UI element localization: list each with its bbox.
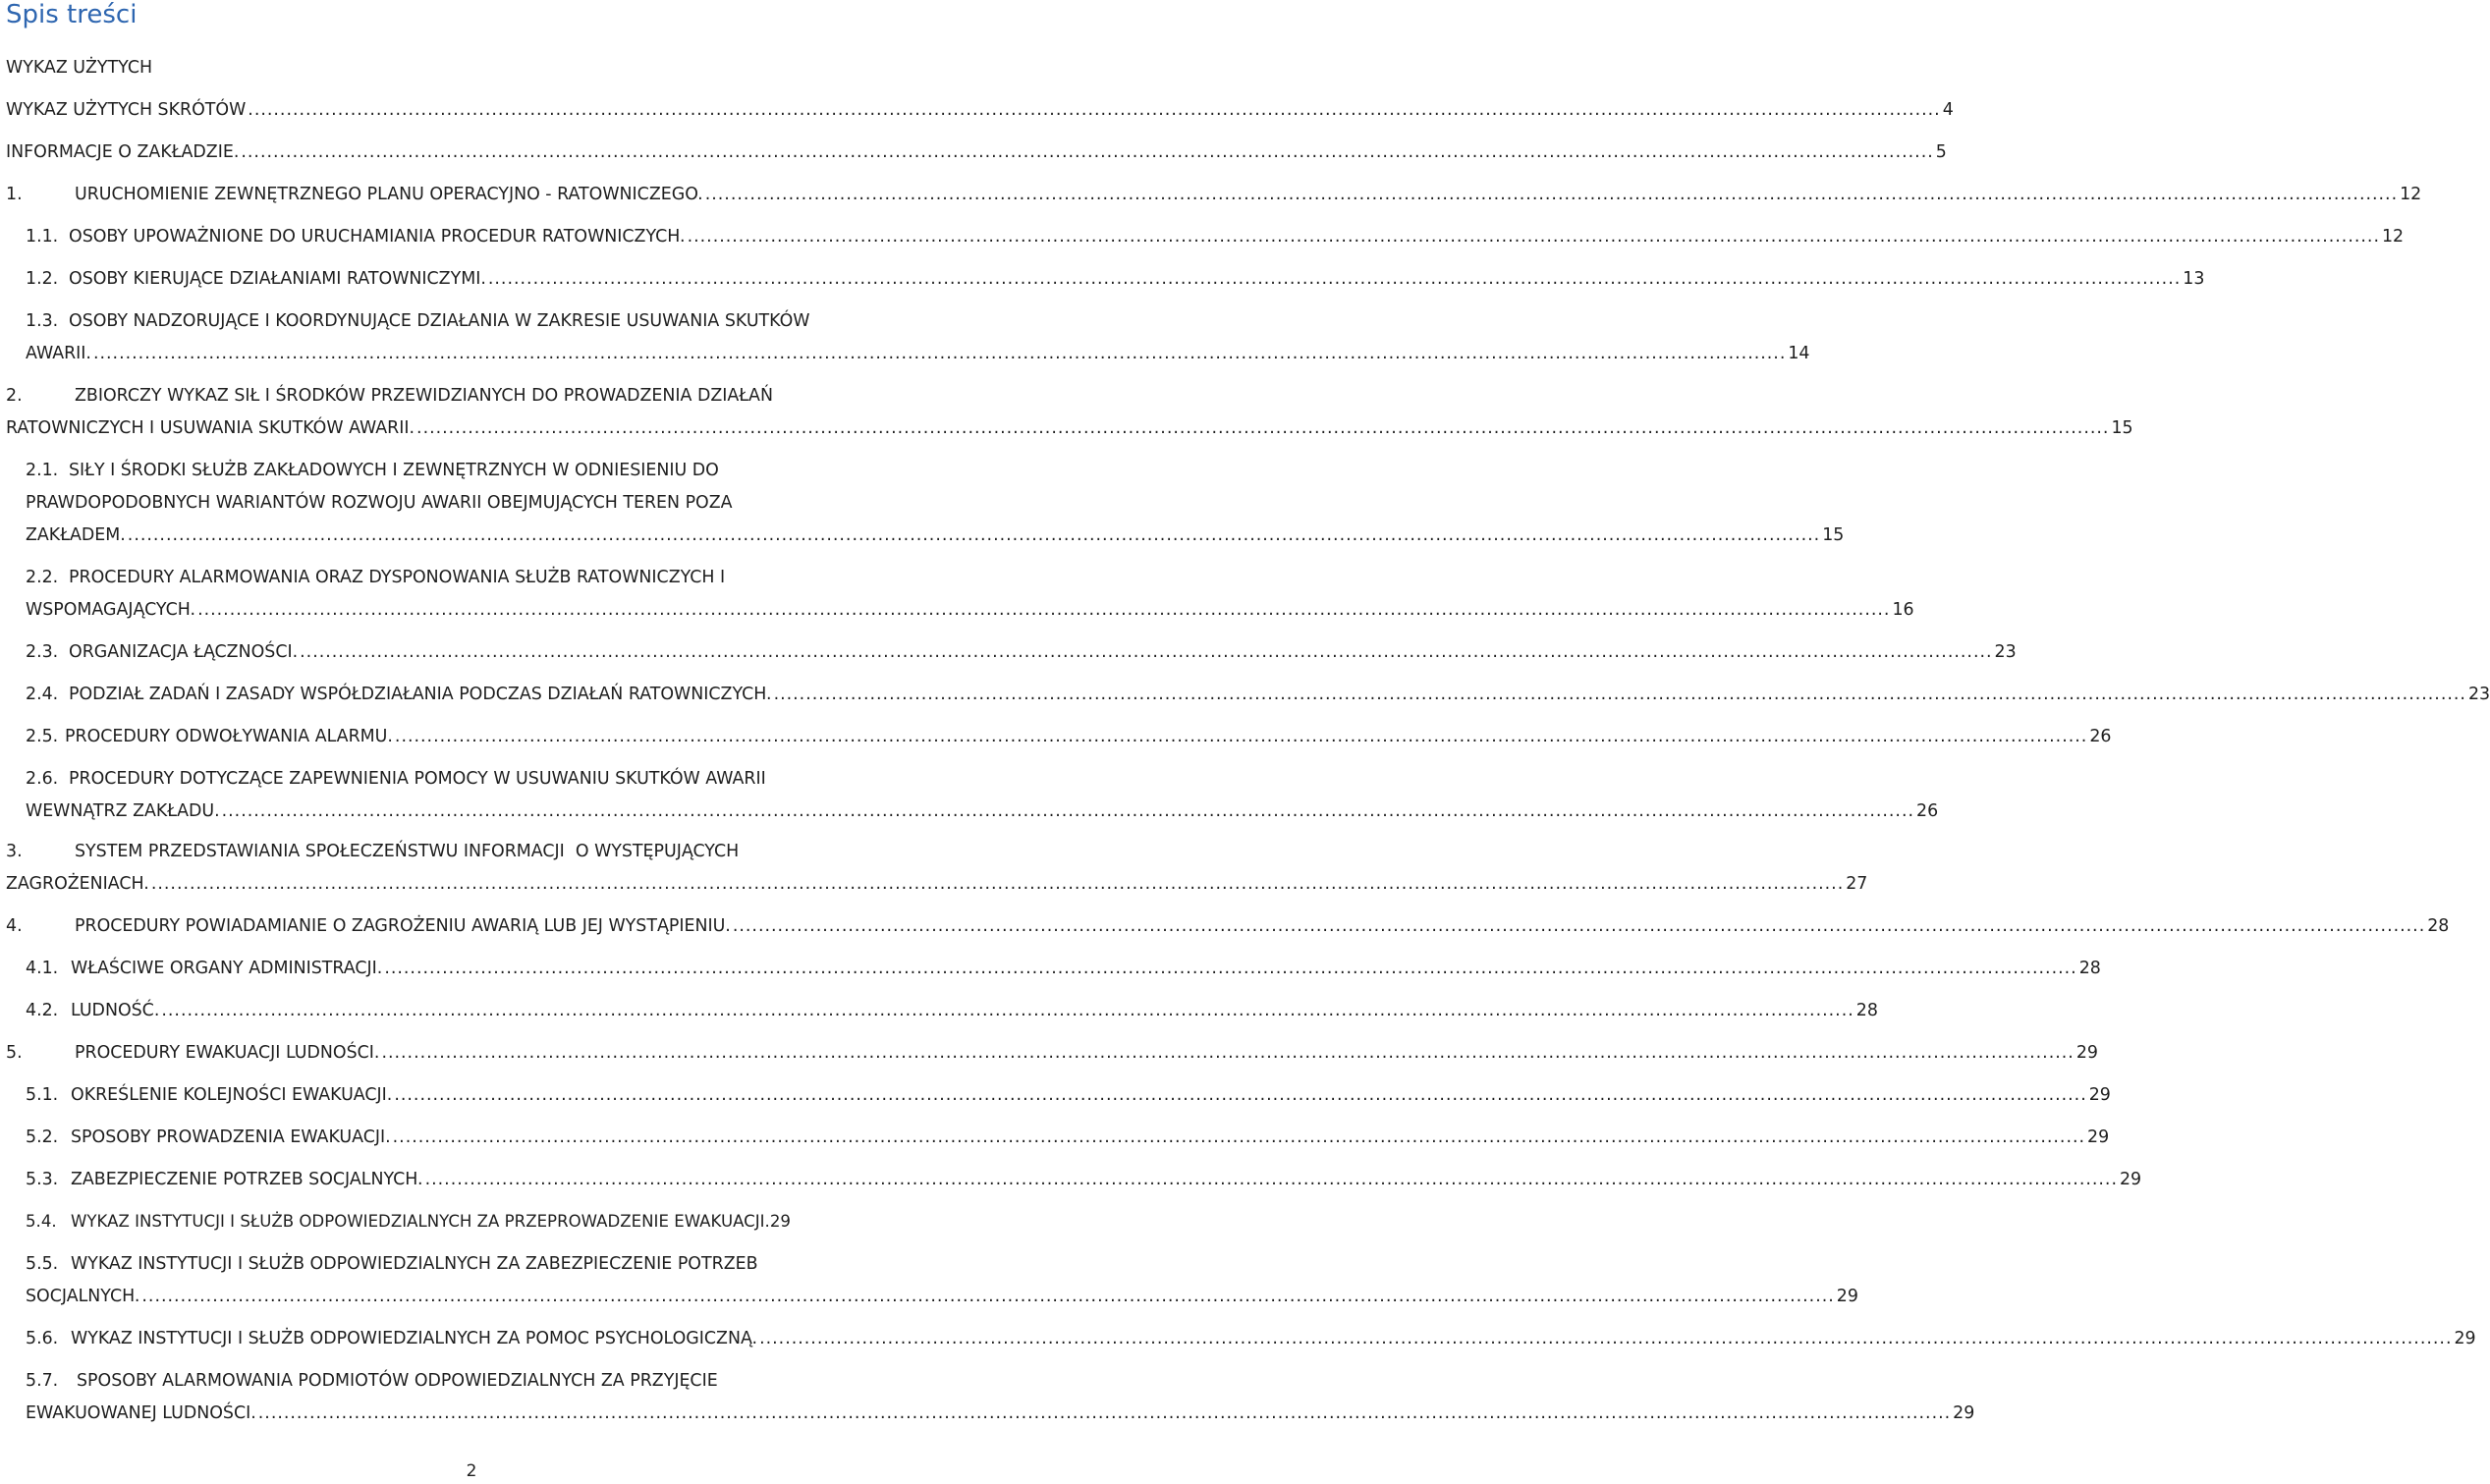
toc-entry[interactable] — [26, 266, 2205, 290]
toc-entry-number: 5.5. — [26, 1254, 59, 1274]
toc-entry-page: 29 — [2087, 1127, 2110, 1147]
toc-entry[interactable] — [26, 565, 939, 588]
page-number: 2 — [466, 1461, 477, 1481]
toc-entry-number: 2. — [6, 386, 23, 406]
leader-dots — [705, 184, 2398, 205]
toc-entry-page: 14 — [1788, 344, 1810, 363]
toc-entry-number: 2.4. — [26, 685, 59, 704]
leader-dots — [128, 524, 1820, 546]
toc-entry-text: ZAKŁADEM. — [26, 525, 126, 545]
toc-entry[interactable] — [26, 224, 2405, 247]
leader-dots — [258, 1402, 1951, 1424]
toc-entry[interactable] — [26, 458, 939, 481]
toc-entry-continuation[interactable] — [6, 415, 2133, 439]
leader-dots — [197, 599, 1890, 621]
toc-entry-text: SIŁY I ŚRODKI SŁUŻB ZAKŁADOWYCH I ZEWNĘTRZNYCH W ODNIESIENIU DO — [69, 461, 719, 480]
toc-entry-text: URUCHOMIENIE ZEWNĘTRZNEGO PLANU OPERACYJNO - RATOWNICZEGO. — [75, 185, 703, 204]
toc-entry-continuation[interactable] — [26, 522, 1845, 546]
toc-entry-text: INFORMACJE O ZAKŁADZIE. — [6, 142, 240, 162]
toc-entry-number: 1.2. — [26, 269, 59, 289]
toc-entry-number: 3. — [6, 842, 23, 861]
toc-entry-page: 27 — [1846, 874, 1868, 894]
toc-entry-text: OSOBY KIERUJĄCE DZIAŁANIAMI RATOWNICZYMI. — [69, 269, 486, 289]
toc-entry-number: 4. — [6, 916, 23, 936]
leader-dots — [733, 915, 2425, 937]
toc-entry-page: 29 — [2454, 1329, 2476, 1348]
toc-entry-page: 28 — [2078, 959, 2101, 978]
toc-entry[interactable] — [6, 55, 939, 79]
toc-entry-continuation[interactable] — [26, 597, 1914, 621]
toc-entry-number: 2.2. — [26, 568, 59, 587]
toc-entry-text: WYKAZ INSTYTUCJI I SŁUŻB ODPOWIEDZIALNYCH ZA PRZEPROWADZENIE EWAKUACJI. — [71, 1212, 770, 1231]
toc-entry-text: WYKAZ UŻYTYCH SKRÓTÓW — [6, 100, 247, 120]
toc-entry[interactable] — [26, 1368, 939, 1392]
toc-entry-text: PROCEDURY EWAKUACJI LUDNOŚCI. — [75, 1043, 380, 1063]
page-title: Spis treści — [6, 0, 138, 29]
toc-entry-page: 15 — [2111, 418, 2133, 438]
toc-entry[interactable] — [26, 1125, 2110, 1148]
toc-entry-text: PROCEDURY ALARMOWANIA ORAZ DYSPONOWANIA SŁUŻB RATOWNICZYCH I — [69, 568, 726, 587]
toc-entry-continuation[interactable] — [26, 1401, 1975, 1424]
leader-dots — [141, 1286, 1834, 1307]
toc-entry-text: PROCEDURY DOTYCZĄCE ZAPEWNIENIA POMOCY W USUWANIU SKUTKÓW AWARII — [69, 769, 766, 789]
toc-entry-text: SPOSOBY PROWADZENIA EWAKUACJI. — [71, 1127, 391, 1147]
toc-entry-text: ZAGROŻENIACH. — [6, 874, 149, 894]
toc-entry-page: 28 — [1855, 1001, 1878, 1020]
toc-entry-number: 2.5. — [26, 727, 59, 746]
toc-entry[interactable] — [6, 383, 939, 407]
toc-entry-page: 29 — [1953, 1403, 1975, 1423]
toc-entry-number: 1.1. — [26, 227, 59, 247]
toc-entry-text: LUDNOŚĆ. — [71, 1001, 160, 1020]
toc-entry-page: 29 — [2088, 1085, 2111, 1105]
toc-entry-page: 29 — [2075, 1043, 2098, 1063]
leader-dots — [774, 684, 2466, 705]
toc-entry-text: ZABEZPIECZENIE POTRZEB SOCJALNYCH. — [71, 1170, 423, 1189]
toc-entry-text: OKREŚLENIE KOLEJNOŚCI EWAKUACJI. — [71, 1085, 393, 1105]
toc-entry-text: PROCEDURY POWIADAMIANIE O ZAGROŻENIU AWARIĄ LUB JEJ WYSTĄPIENIU. — [75, 916, 731, 936]
leader-dots — [759, 1328, 2452, 1349]
toc-entry[interactable] — [26, 682, 2490, 705]
toc-entry[interactable] — [26, 308, 939, 332]
toc-entry[interactable] — [26, 1167, 2142, 1190]
toc-entry-continuation[interactable] — [6, 871, 1868, 895]
toc-entry-number: 5.3. — [26, 1170, 59, 1189]
toc-entry-page: 26 — [2089, 727, 2112, 746]
toc-entry[interactable] — [6, 182, 2422, 205]
toc-entry-page: 23 — [1994, 642, 2017, 662]
toc-entry-text: PROCEDURY ODWOŁYWANIA ALARMU. — [65, 727, 393, 746]
leader-dots — [161, 1000, 1854, 1021]
toc-entry-number: 5.7. — [26, 1371, 59, 1391]
toc-entry-text: PODZIAŁ ZADAŃ I ZASADY WSPÓŁDZIAŁANIA PODCZAS DZIAŁAŃ RATOWNICZYCH. — [69, 685, 772, 704]
leader-dots — [395, 726, 2087, 747]
leader-dots — [425, 1169, 2118, 1190]
toc-entry-text: WYKAZ UŻYTYCH — [6, 58, 153, 78]
toc-entry[interactable] — [26, 1209, 939, 1233]
toc-entry-page: 23 — [2467, 685, 2490, 704]
toc-entry[interactable] — [26, 998, 1878, 1021]
toc-entry-text: RATOWNICZYCH I USUWANIA SKUTKÓW AWARII. — [6, 418, 415, 438]
leader-dots — [384, 958, 2076, 979]
toc-entry-text: SYSTEM PRZEDSTAWIANIA SPOŁECZEŃSTWU INFORMACJI O WYSTĘPUJĄCYCH — [75, 842, 740, 861]
leader-dots — [394, 1084, 2086, 1106]
toc-entry-text: SOCJALNYCH. — [26, 1287, 140, 1306]
toc-entry-number: 5.4. — [26, 1212, 57, 1231]
toc-entry[interactable] — [26, 639, 2017, 663]
toc-entry[interactable] — [26, 956, 2101, 979]
toc-entry[interactable] — [6, 839, 939, 862]
toc-entry-page: 5 — [1935, 142, 1947, 162]
leader-dots — [93, 343, 1786, 364]
toc-entry-page: 16 — [1892, 600, 1914, 620]
toc-entry-text: AWARII. — [26, 344, 91, 363]
toc-entry-text: EWAKUOWANEJ LUDNOŚCI. — [26, 1403, 256, 1423]
toc-entry[interactable] — [6, 139, 1947, 163]
toc-entry[interactable] — [6, 97, 1954, 121]
toc-entry[interactable] — [26, 1251, 939, 1275]
toc-entry-page: 13 — [2183, 269, 2205, 289]
toc-entry-continuation[interactable] — [26, 341, 1810, 364]
toc-entry-number: 5.1. — [26, 1085, 59, 1105]
toc-entry-number: 5.6. — [26, 1329, 59, 1348]
toc-entry-text: WYKAZ INSTYTUCJI I SŁUŻB ODPOWIEDZIALNYCH ZA POMOC PSYCHOLOGICZNĄ. — [71, 1329, 758, 1348]
toc-entry-number: 2.6. — [26, 769, 59, 789]
toc-entry-text: PRAWDOPODOBNYCH WARIANTÓW ROZWOJU AWARII OBEJMUJĄCYCH TEREN POZA — [26, 493, 733, 513]
toc-entry[interactable] — [26, 724, 2112, 747]
toc-entry-number: 5. — [6, 1043, 23, 1063]
leader-dots — [300, 641, 1992, 663]
toc-entry-text: WSPOMAGAJĄCYCH. — [26, 600, 196, 620]
toc-entry-text: ORGANIZACJA ŁĄCZNOŚCI. — [69, 642, 299, 662]
toc-entry-continuation[interactable] — [26, 798, 1939, 822]
toc-entry-text: WYKAZ INSTYTUCJI I SŁUŻB ODPOWIEDZIALNYCH ZA ZABEZPIECZENIE POTRZEB — [71, 1254, 758, 1274]
leader-dots — [241, 141, 1933, 163]
toc-entry-number: 2.1. — [26, 461, 59, 480]
toc-entry[interactable] — [26, 1082, 2111, 1106]
toc-entry-text: OSOBY UPOWAŻNIONE DO URUCHAMIANIA PROCEDUR RATOWNICZYCH. — [69, 227, 686, 247]
toc-entry-page: 12 — [2400, 185, 2422, 204]
toc-entry[interactable] — [6, 1040, 2098, 1064]
leader-dots — [393, 1127, 2085, 1148]
toc-entry-page: 26 — [1916, 801, 1939, 821]
toc-entry-number: 4.1. — [26, 959, 59, 978]
toc-entry-text: WŁAŚCIWE ORGANY ADMINISTRACJI. — [71, 959, 383, 978]
toc-entry-page: 12 — [2381, 227, 2405, 247]
leader-dots — [248, 99, 1940, 121]
leader-dots — [222, 800, 1914, 822]
toc-entry[interactable] — [26, 1326, 2476, 1349]
toc-entry-number: 4.2. — [26, 1001, 59, 1020]
toc-entry-number: 5.2. — [26, 1127, 59, 1147]
leader-dots — [416, 417, 2109, 439]
toc-entry-text: ZBIORCZY WYKAZ SIŁ I ŚRODKÓW PRZEWIDZIANYCH DO PROWADZENIA DZIAŁAŃ — [75, 386, 773, 406]
toc-entry-page: 29 — [1836, 1287, 1858, 1306]
toc-entry-page: 15 — [1822, 525, 1845, 545]
toc-entry-continuation[interactable] — [26, 490, 939, 514]
leader-dots — [488, 268, 2181, 290]
toc-entry-text: OSOBY NADZORUJĄCE I KOORDYNUJĄCE DZIAŁANIA W ZAKRESIE USUWANIA SKUTKÓW — [69, 311, 810, 331]
toc-entry-text: WEWNĄTRZ ZAKŁADU. — [26, 801, 220, 821]
toc-entry-page: 29 — [769, 1212, 791, 1231]
toc-entry-text: SPOSOBY ALARMOWANIA PODMIOTÓW ODPOWIEDZIALNYCH ZA PRZYJĘCIE — [77, 1371, 718, 1391]
toc-entry-number: 2.3. — [26, 642, 59, 662]
toc-entry-continuation[interactable] — [26, 1284, 1858, 1307]
leader-dots — [381, 1042, 2074, 1064]
toc-entry-number: 1. — [6, 185, 23, 204]
toc-entry-page: 29 — [2119, 1170, 2142, 1189]
toc-entry[interactable] — [26, 766, 939, 790]
toc-entry-number: 1.3. — [26, 311, 59, 331]
leader-dots — [688, 226, 2380, 247]
toc-entry[interactable] — [6, 913, 2450, 937]
leader-dots — [151, 873, 1844, 895]
toc-entry-page: 28 — [2427, 916, 2450, 936]
toc-entry-page: 4 — [1942, 100, 1954, 120]
